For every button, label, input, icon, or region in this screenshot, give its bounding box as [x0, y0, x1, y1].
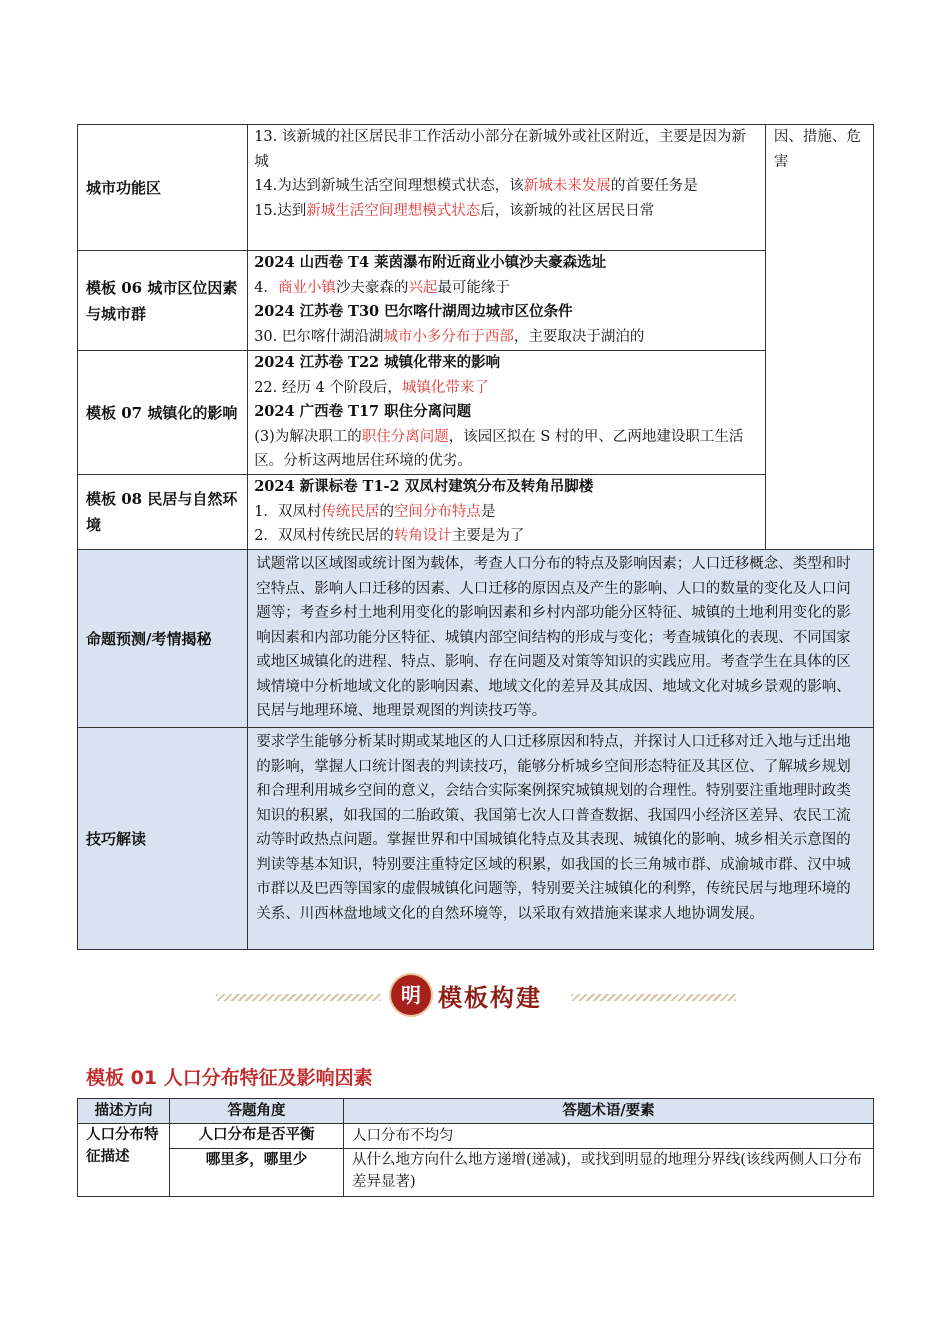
- highlight-text: 新城未来发展: [523, 178, 611, 194]
- line-text: 的: [379, 503, 394, 520]
- forecast-label: 命题预测/考情揭秘: [78, 550, 248, 728]
- content-line: [254, 300, 759, 325]
- line-text: 后，该新城的社区居民日常: [480, 202, 655, 219]
- highlight-text: 传统民居: [321, 503, 380, 520]
- banner-title: 模板构建: [438, 984, 542, 1012]
- line-text: 主要是为了: [451, 528, 525, 544]
- knowledge-table: [77, 124, 874, 950]
- seal-icon: 明: [391, 975, 431, 1015]
- term-cell: 从什么地方向什么地方递增(递减)，或找到明显的地理分界线(该线两侧人口分布差异显著): [344, 1149, 874, 1197]
- banner-stripe-right: [571, 994, 736, 1001]
- highlight-text: 职住分离问题: [361, 428, 449, 445]
- row-content: [248, 251, 766, 351]
- skills-text: 要求学生能够分析某时期或某地区的人口迁移原因和特点，并探讨人口迁移对迁入地与迁出地的影响，掌握人口统计图表的判读技巧，能够分析城乡空间形态特征及其区位、了解城乡规划和合理利用城乡空间的意义，会结合实际案例探究城镇规划的合理性。特别要注重地理时政类知识的积累，如我国的二胎政策、我国第七次人口普查数据、我国四小经济区差异、农民工流动等时政热点问题。掌握世界和中国城镇化特点及其表现、城镇化的影响、城乡相关示意图的判读等基本知识，特别要注重特定区域的积累，如我国的长三角城市群、成渝城市群、汉中城市群以及巴西等国家的虚假城镇化问题等，特别要关注城镇化的利弊，传统民居与地理环境的关系、川西林盘地域文化的自然环境等，以采取有效措施来谋求人地协调发展。: [248, 728, 874, 950]
- row-label: 城市功能区: [78, 125, 248, 251]
- line-text: 2024 江苏卷 T22 城镇化带来的影响: [254, 354, 501, 371]
- highlight-text: 城镇化带来了: [401, 379, 489, 396]
- highlight-text: 商业小镇: [277, 279, 336, 296]
- row-label: 模板 08 民居与自然环境: [78, 475, 248, 550]
- group-label: 人口分布特征描述: [78, 1124, 170, 1197]
- angle-cell: 人口分布是否平衡: [170, 1124, 344, 1149]
- row-label: 模板 06 城市区位因素与城市群: [78, 251, 248, 351]
- header-cell: 答题术语/要素: [344, 1099, 874, 1124]
- content-line: [254, 276, 759, 301]
- row-content: [248, 351, 766, 475]
- line-text: 是: [480, 503, 496, 520]
- content-line: [254, 475, 759, 500]
- content-line: [254, 425, 759, 474]
- line-text: 22. 经历 4 个阶段后，: [254, 379, 402, 396]
- content-line: [254, 251, 759, 276]
- content-line: [254, 125, 759, 174]
- line-text: 4．: [254, 279, 278, 296]
- line-text: 的首要任务是: [610, 178, 698, 194]
- line-text: 最可能缘于: [437, 279, 510, 296]
- content-line: [254, 199, 759, 224]
- line-text: 14.为达到新城生活空间理想模式状态，该: [254, 178, 524, 194]
- section-title: 模板 01 人口分布特征及影响因素: [86, 1067, 373, 1089]
- line-text: (3)为解决职工的: [254, 428, 362, 445]
- highlight-text: 转角设计: [393, 528, 452, 544]
- row-content: [248, 475, 766, 550]
- content-line: [254, 325, 759, 350]
- template-table: [77, 1098, 874, 1197]
- line-text: 2024 江苏卷 T30 巴尔喀什湖周边城市区位条件: [254, 303, 573, 320]
- content-line: [254, 376, 759, 401]
- side-note: 因、措施、危害: [765, 125, 873, 550]
- highlight-text: 新城生活空间理想模式状态: [306, 202, 481, 219]
- line-text: 13. 该新城的社区居民非工作活动小部分在新城外或社区附近，主要是因为新城: [254, 129, 746, 170]
- banner-stripe-left: [216, 994, 381, 1001]
- highlight-text: 空间分布特点: [393, 503, 481, 520]
- content-line: [254, 524, 759, 549]
- line-text: ，主要取决于湖泊的: [513, 328, 645, 345]
- row-label: 模板 07 城镇化的影响: [78, 351, 248, 475]
- forecast-text: 试题常以区域图或统计图为载体，考查人口分布的特点及影响因素；人口迁移概念、类型和时空特点、影响人口迁移的因素、人口迁移的原因点及产生的影响、人口的数量的变化及人口问题等；考查乡村土地利用变化的影响因素和乡村内部功能分区特征、城镇的土地利用变化的影响因素和内部功能分区特征、城镇内部空间结构的形成与变化；考查城镇化的表现、不同国家或地区城镇化的进程、特点、影响、存在问题及对策等知识的实践应用。考查学生在具体的区域情境中分析地域文化的影响因素、地域文化的差异及其成因、地域文化对城乡景观的影响、民居与地理环境、地理景观图的判读技巧等。: [248, 550, 874, 728]
- skills-label: 技巧解读: [78, 728, 248, 950]
- highlight-text: 兴起: [408, 279, 438, 296]
- section-banner: [216, 972, 736, 1022]
- line-text: 1．双凤村: [254, 503, 322, 520]
- line-text: 2．双凤村传统民居的: [254, 528, 394, 544]
- content-line: [254, 400, 759, 425]
- row-content: [248, 125, 766, 251]
- angle-cell: 哪里多，哪里少: [170, 1149, 344, 1197]
- term-cell: 人口分布不均匀: [344, 1124, 874, 1149]
- line-text: 2024 新课标卷 T1-2 双凤村建筑分布及转角吊脚楼: [254, 478, 594, 495]
- line-text: 2024 广西卷 T17 职住分离问题: [254, 403, 472, 420]
- line-text: 沙夫豪森的: [335, 279, 409, 296]
- line-text: ，该园区拟在 S 村的甲、乙两地建设职工生活区。分析这两地居住环境的优劣。: [254, 428, 744, 469]
- header-cell: 描述方向: [78, 1099, 170, 1124]
- highlight-text: 城市小多分布于西部: [383, 328, 514, 345]
- line-text: 2024 山西卷 T4 莱茵瀑布附近商业小镇沙夫豪森选址: [254, 254, 607, 271]
- content-line: [254, 174, 759, 199]
- header-cell: 答题角度: [170, 1099, 344, 1124]
- line-text: 30. 巴尔喀什湖沿湖: [254, 328, 384, 345]
- content-line: [254, 351, 759, 376]
- line-text: 15.达到: [254, 202, 307, 219]
- content-line: [254, 500, 759, 525]
